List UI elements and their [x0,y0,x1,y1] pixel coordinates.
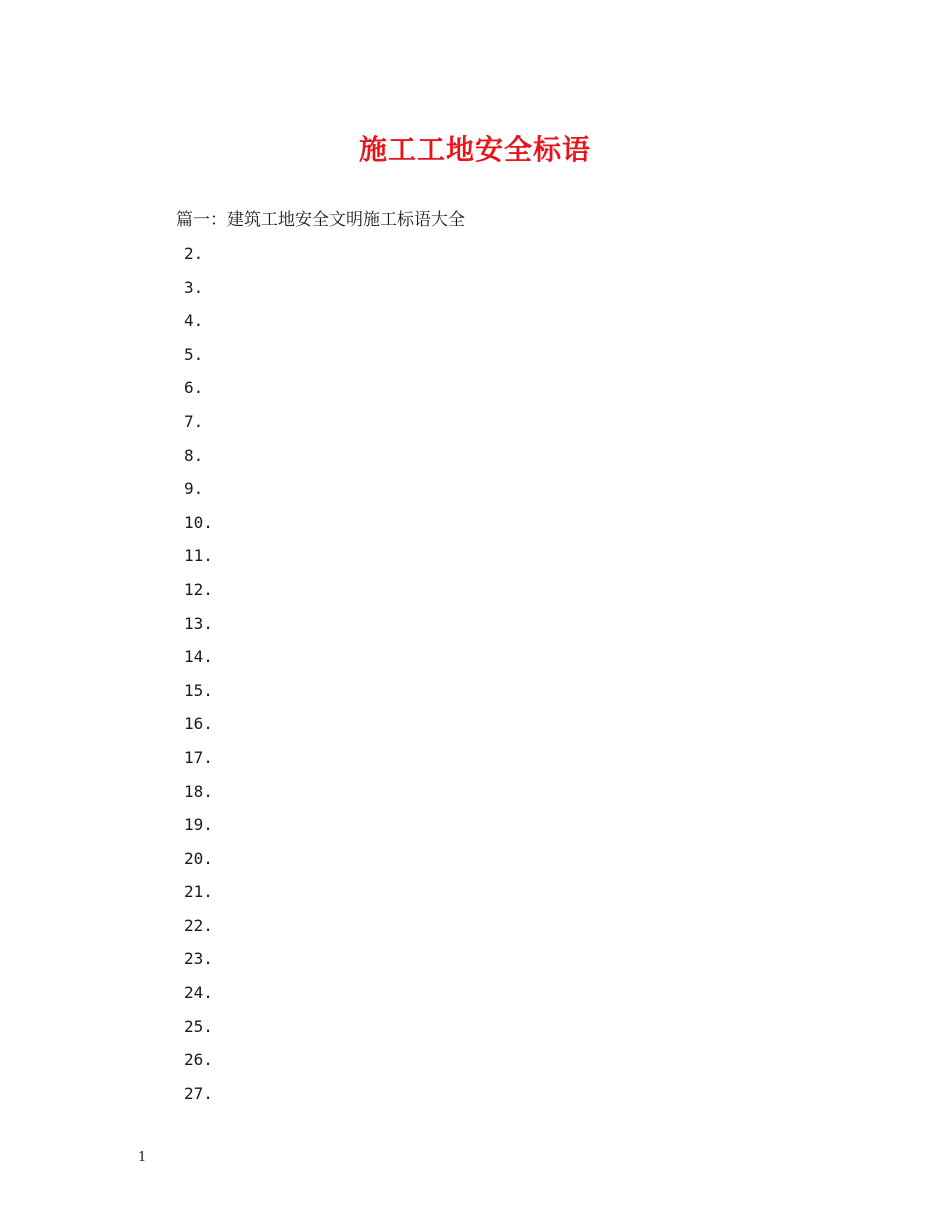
list-item: 2. [184,244,204,263]
list-item: 20. [184,848,213,868]
list-item: 5. [184,344,204,364]
document-title: 施工工地安全标语 [358,133,591,166]
numbered-list [184,243,213,1116]
list-item: 7. [184,411,204,431]
list-item: 13. [184,613,213,633]
list-item: 22. [184,915,213,935]
list-item: 12. [184,579,213,599]
list-item: 14. [184,647,213,667]
list-item: 6. [184,378,204,398]
list-item: 17. [184,747,213,767]
list-item: 27. [184,1083,213,1103]
list-item: 4. [184,311,204,331]
list-item: 9. [184,479,204,499]
list-item: 16. [184,714,213,734]
page-number: 1 [138,1150,147,1165]
list-item: 3. [184,277,204,297]
list-item: 11. [184,546,213,566]
list-item: 23. [184,949,213,969]
list-item: 10. [184,512,213,532]
list-item: 25. [184,1016,213,1036]
list-item: 24. [184,983,213,1003]
list-item: 21. [184,882,213,902]
list-item: 8. [184,445,204,465]
list-item: 15. [184,680,213,700]
list-item: 26. [184,1050,213,1070]
list-item: 18. [184,781,213,801]
section-heading: 篇一：建筑工地安全文明施工标语大全 [176,210,465,230]
list-item: 19. [184,815,213,835]
